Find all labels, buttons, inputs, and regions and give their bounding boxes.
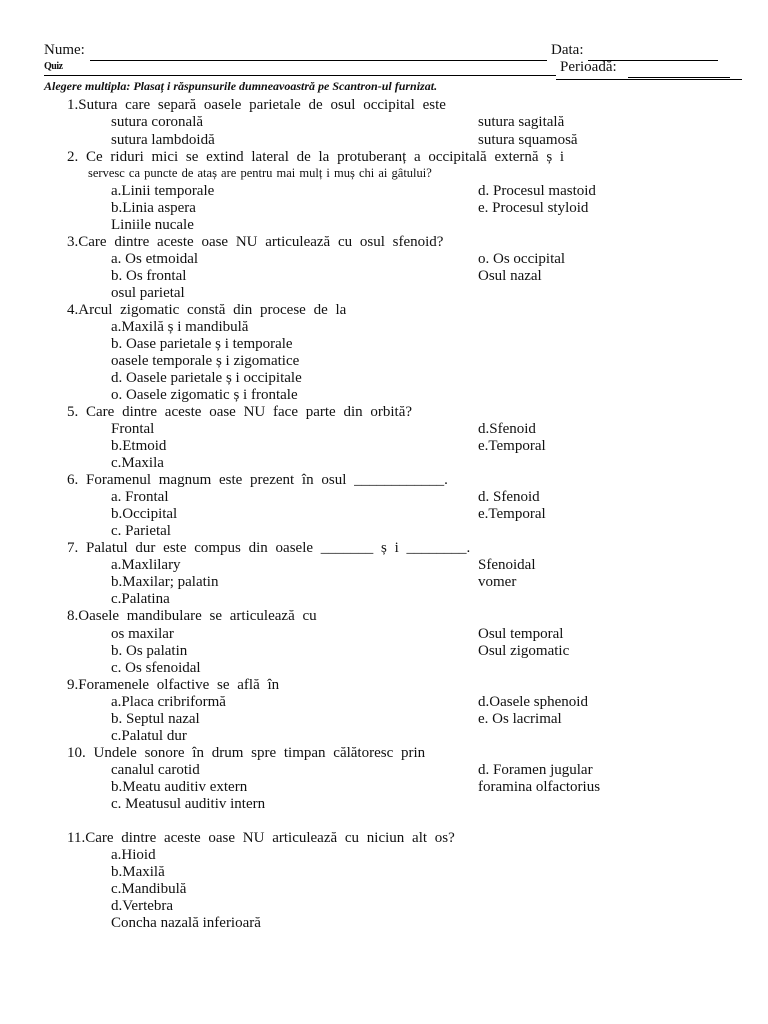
option: vomer [478,574,517,590]
option: c. Parietal [111,523,171,539]
option: a.Maxilă ș i mandibulă [111,319,249,335]
option: b.Occipital [111,506,178,522]
option: b. Os palatin [111,643,188,659]
option: osul parietal [111,285,185,301]
option: Sfenoidal [478,557,536,573]
option: b. Septul nazal [111,711,200,727]
question-2-continued: servesc ca puncte de ataș are pentru mai mulț i muș chi ai gâtului? [88,166,432,180]
option: Osul zigomatic [478,643,570,659]
instructions: Alegere multipla: Plasaț i răspunsurile dumneavoastră pe Scantron-ul furnizat. [44,79,438,93]
option: sutura squamosă [478,132,578,148]
option: a. Frontal [111,489,169,505]
option: Osul temporal [478,626,564,642]
date-label: Data: [551,42,584,58]
option: sutura coronală [111,114,204,130]
question-2: 2. Ce riduri mici se extind lateral de la protuberanț a occipitală externă ș i [67,149,565,165]
option: e. Os lacrimal [478,711,562,727]
option: b.Linia aspera [111,200,196,216]
option: oasele temporale ș i zigomatice [111,353,300,369]
option: b. Os frontal [111,268,187,284]
question-8: 8.Oasele mandibulare se articulează cu [67,608,317,624]
option: Concha nazală inferioară [111,915,261,931]
option: Osul nazal [478,268,542,284]
option: a. Os etmoidal [111,251,199,267]
question-11: 11.Care dintre aceste oase NU articulează cu niciun alt os? [67,830,455,846]
option: d.Oasele sphenoid [478,694,588,710]
option: b.Maxilă [111,864,165,880]
header-rule-left [44,75,556,76]
option: d. Foramen jugular [478,762,593,778]
option: o. Oasele zigomatic ș i frontale [111,387,298,403]
name-label: Nume: [44,42,85,58]
question-4: 4.Arcul zigomatic constă din procese de la [67,302,347,318]
option: d. Oasele parietale ș i occipitale [111,370,302,386]
question-6: 6. Foramenul magnum este prezent în osul ____________. [67,472,448,488]
option: b.Etmoid [111,438,167,454]
name-blank [90,60,547,61]
question-1: 1.Sutura care separă oasele parietale de osul occipital este [67,97,446,113]
option: canalul carotid [111,762,200,778]
option: b. Oase parietale ș i temporale [111,336,293,352]
period-blank [628,77,730,78]
option: e.Temporal [478,506,546,522]
question-9: 9.Foramenele olfactive se află în [67,677,280,693]
option: b.Maxilar; palatin [111,574,219,590]
header-rule-right [556,79,742,80]
option: d. Procesul mastoid [478,183,596,199]
option: d.Sfenoid [478,421,536,437]
option: sutura lambdoidă [111,132,215,148]
quiz-label: Quiz [44,61,63,72]
option: b.Meatu auditiv extern [111,779,248,795]
option: e.Temporal [478,438,546,454]
option: a.Hioid [111,847,156,863]
question-7: 7. Palatul dur este compus din oasele _______ ș i ________. [67,540,471,556]
option: Liniile nucale [111,217,194,233]
question-3: 3.Care dintre aceste oase NU articulează cu osul sfenoid? [67,234,444,250]
option: o. Os occipital [478,251,566,267]
option: sutura sagitală [478,114,565,130]
option: c.Mandibulă [111,881,187,897]
option: c. Meatusul auditiv intern [111,796,266,812]
option: c.Palatul dur [111,728,187,744]
option: e. Procesul styloid [478,200,589,216]
option: c. Os sfenoidal [111,660,201,676]
question-10: 10. Undele sonore în drum spre timpan călătoresc prin [67,745,426,761]
option: d. Sfenoid [478,489,540,505]
option: d.Vertebra [111,898,174,914]
option: c.Palatina [111,591,170,607]
option: a.Linii temporale [111,183,215,199]
question-5: 5. Care dintre aceste oase NU face parte din orbită? [67,404,413,420]
option: foramina olfactorius [478,779,601,795]
option: a.Placa cribriformă [111,694,226,710]
period-label: Perioadă: [560,59,617,75]
option: c.Maxila [111,455,164,471]
option: os maxilar [111,626,174,642]
option: Frontal [111,421,155,437]
option: a.Maxlilary [111,557,181,573]
